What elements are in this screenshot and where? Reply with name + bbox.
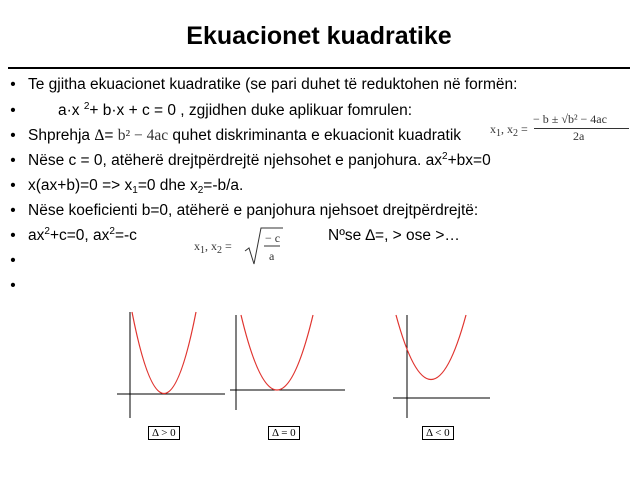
- graph-two-roots: [117, 312, 225, 418]
- bullet-marker: •: [10, 152, 16, 169]
- formula-numerator: − b ± √b² − 4ac: [533, 112, 607, 126]
- bullet-marker: •: [10, 252, 16, 269]
- bullet-text: Nëse c = 0, atëherë drejtpërdrejtë njehsohet e panjohura. $ax^2+bx=0$: [28, 151, 491, 169]
- quadratic-formula: $x_1$, $x_2$ = − b ± √b² − 4ac 2a: [490, 115, 635, 145]
- slide-title: Ekuacionet kuadratike: [186, 22, 452, 50]
- bullet-text: Nëse koeficienti b=0, atëherë e panjohura njehsoet drejtpërdrejtë:: [28, 202, 479, 219]
- bullet-marker: •: [10, 102, 16, 119]
- graph-one-root: [230, 315, 345, 410]
- pure-quadratic-formula: $x_1$, $x_2$ = − c a: [194, 227, 294, 267]
- bullet-marker: •: [10, 76, 16, 93]
- bullet-marker: •: [10, 277, 16, 294]
- bullet-marker: •: [10, 227, 16, 244]
- bullet-text: Te gjitha ekuacionet kuadratike (se pari duhet të reduktohen në formën:: [28, 76, 518, 93]
- bullet-marker: •: [10, 177, 16, 194]
- bullet-text: $ax^2+c=0$, $ax^2=-c$: [28, 226, 137, 244]
- graph-caption: Δ < 0: [422, 426, 454, 440]
- graph-caption: Δ = 0: [268, 426, 300, 440]
- formula-numerator: − c: [265, 231, 281, 245]
- graph-caption: Δ > 0: [148, 426, 180, 440]
- bullet-text: Shprehja Δ= b² − 4ac quhet diskriminanta e ekuacionit kuadratik: [28, 127, 462, 144]
- parabola-curve: [241, 315, 313, 390]
- formula-denominator: a: [269, 249, 275, 263]
- graph-no-roots: [393, 315, 490, 418]
- bullet-text: $x(ax+b)=0 => x_1=0$ dhe $x_2=-b/a$.: [28, 177, 244, 196]
- bullet-marker: •: [10, 127, 16, 144]
- bullet-marker: •: [10, 202, 16, 219]
- parabola-curve: [132, 312, 196, 394]
- formula-denominator: 2a: [573, 129, 585, 143]
- bullet-note: Nºse ∆=, > ose >…: [328, 227, 460, 244]
- bullet-text: a·x $^2$+ b·x + c = 0 , zgjidhen duke aplikuar fomrulen:: [58, 101, 413, 119]
